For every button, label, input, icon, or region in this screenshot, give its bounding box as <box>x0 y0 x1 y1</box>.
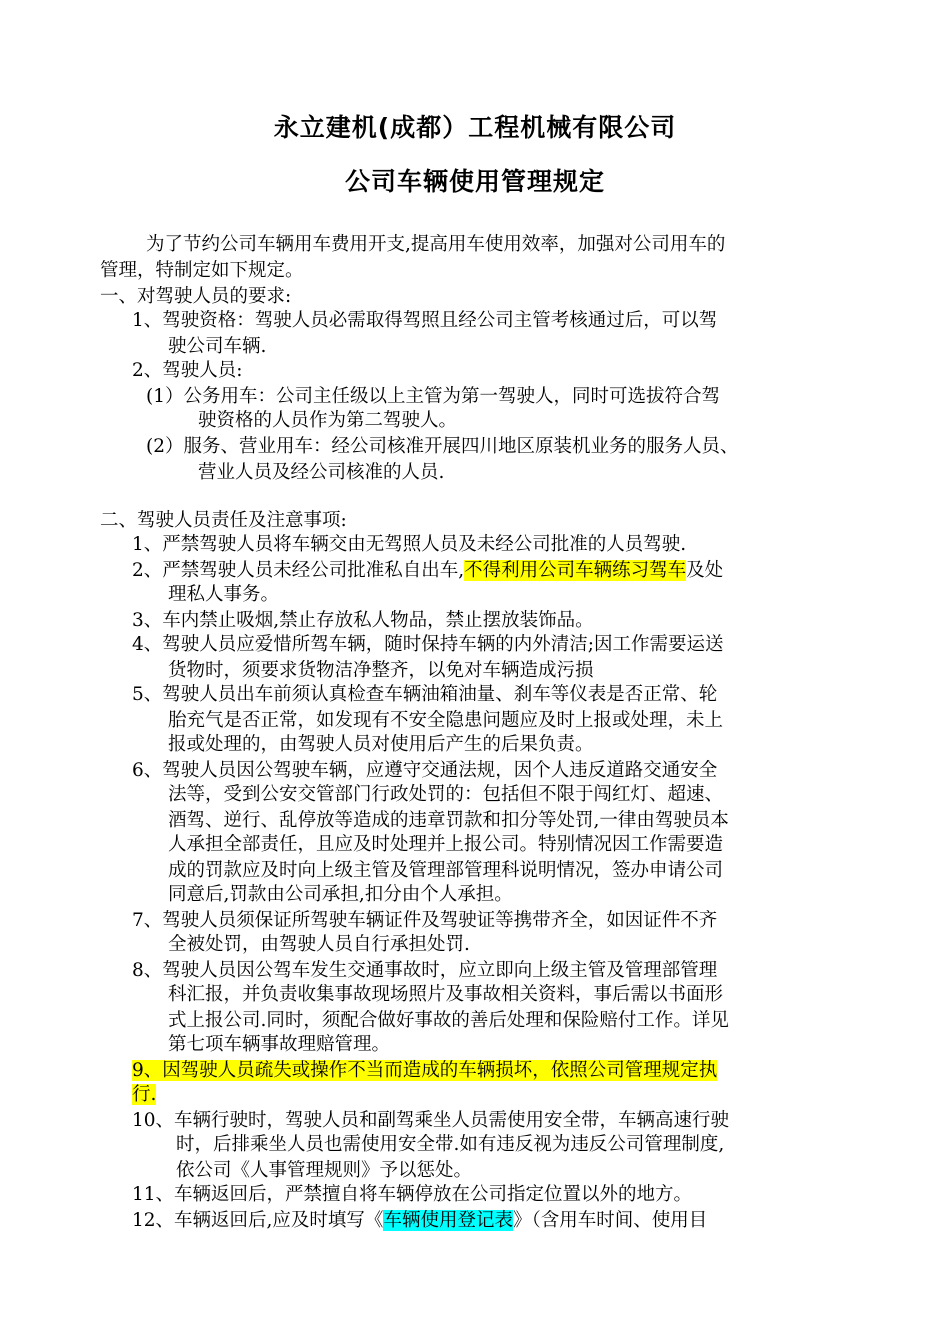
s1-para-1-line-2: 驶资格的人员作为第二驾驶人。 <box>198 410 458 431</box>
intro-line-1: 为了节约公司车辆用车费用开支,提高用车使用效率，加强对公司用车的 <box>146 234 726 255</box>
s2-item-6-line-3: 酒驾、逆行、乱停放等造成的违章罚款和扣分等处罚,一律由驾驶员本 <box>168 810 729 831</box>
intro-line-2: 管理，特制定如下规定。 <box>100 260 304 281</box>
document-title: 公司车辆使用管理规定 <box>344 167 605 196</box>
s2-item-12-line-1 <box>132 1208 707 1234</box>
s2-item-7-line-1: 7、驾驶人员须保证所驾驶车辆证件及驾驶证等携带齐全，如因证件不齐 <box>132 910 718 931</box>
s2-item-8-line-3: 式上报公司.同时，须配合做好事故的善后处理和保险赔付工作。详见 <box>168 1010 729 1031</box>
section-2-heading: 二、驾驶人员责任及注意事项: <box>100 510 347 531</box>
s2-item-12-text-a: 12、车辆返回后,应及时填写《 <box>132 1210 384 1231</box>
s2-item-6-line-6: 同意后,罚款由公司承担,扣分由个人承担。 <box>168 884 513 905</box>
s2-item-4-line-1: 4、驾驶人员应爱惜所驾车辆，随时保持车辆的内外清洁;因工作需要运送 <box>132 634 724 655</box>
s2-item-8-line-2: 科汇报，并负责收集事故现场照片及事故相关资料，事后需以书面形 <box>168 984 724 1005</box>
s2-item-6-line-2: 法等，受到公安交管部门行政处罚的：包括但不限于闯红灯、超速、 <box>168 784 724 805</box>
s2-item-1: 1、严禁驾驶人员将车辆交由无驾照人员及未经公司批准的人员驾驶. <box>132 534 687 555</box>
s2-item-6-line-1: 6、驾驶人员因公驾驶车辆，应遵守交通法规，因个人违反道路交通安全 <box>132 760 718 781</box>
s2-item-12-highlight: 车辆使用登记表 <box>383 1210 513 1231</box>
s1-item-1-line-2: 驶公司车辆. <box>168 336 267 357</box>
s2-item-6-line-5: 成的罚款应及时向上级主管及管理部管理科说明情况，签办申请公司 <box>168 860 724 881</box>
s2-item-2-line-1 <box>132 558 723 584</box>
s1-para-1-line-1: (1）公务用车：公司主任级以上主管为第一驾驶人，同时可选拔符合驾 <box>146 386 720 407</box>
s2-item-2-highlight: 不得利用公司车辆练习驾车 <box>464 560 687 581</box>
s1-para-2-line-1: (2）服务、营业用车：经公司核准开展四川地区原装机业务的服务人员、 <box>146 436 739 457</box>
s1-item-2: 2、驾驶人员: <box>132 360 243 381</box>
s1-para-2-line-2: 营业人员及经公司核准的人员. <box>198 462 445 483</box>
s1-item-1-line-1: 1、驾驶资格：驾驶人员必需取得驾照且经公司主管考核通过后，可以驾 <box>132 310 718 331</box>
s2-item-9-highlight-1: 9、因驾驶人员疏失或操作不当而造成的车辆损坏，依照公司管理规定执 <box>132 1060 718 1081</box>
s2-item-7-line-2: 全被处罚，由驾驶人员自行承担处罚. <box>168 934 470 955</box>
s2-item-5-line-2: 胎充气是否正常，如发现有不安全隐患问题应及时上报或处理，未上 <box>168 710 724 731</box>
s2-item-2-line-2: 理私人事务。 <box>168 584 280 605</box>
s2-item-5-line-1: 5、驾驶人员出车前须认真检查车辆油箱油量、刹车等仪表是否正常、轮 <box>132 684 718 705</box>
s2-item-8-line-4: 第七项车辆事故理赔管理。 <box>168 1034 391 1055</box>
s2-item-10-line-1: 10、车辆行驶时，驾驶人员和副驾乘坐人员需使用安全带，车辆高速行驶 <box>132 1110 730 1131</box>
s2-item-8-line-1: 8、驾驶人员因公驾车发生交通事故时，应立即向上级主管及管理部管理 <box>132 960 718 981</box>
s2-item-11: 11、车辆返回后，严禁擅自将车辆停放在公司指定位置以外的地方。 <box>132 1184 693 1205</box>
s2-item-12-text-b: 》（含用车时间、使用目 <box>512 1210 708 1231</box>
s2-item-9-line-2 <box>132 1082 156 1108</box>
s2-item-2-text-b: 及处 <box>686 560 724 581</box>
s2-item-2-text-a: 2、严禁驾驶人员未经公司批准私自出车, <box>132 560 465 581</box>
s2-item-4-line-2: 货物时，须要求货物洁净整齐，以免对车辆造成污损 <box>168 660 594 681</box>
s2-item-6-line-4: 人承担全部责任，且应及时处理并上报公司。特别情况因工作需要造 <box>168 834 724 855</box>
s2-item-3: 3、车内禁止吸烟,禁止存放私人物品，禁止摆放装饰品。 <box>132 610 594 631</box>
s2-item-5-line-3: 报或处理的，由驾驶人员对使用后产生的后果负责。 <box>168 734 594 755</box>
company-name: 永立建机(成都）工程机械有限公司 <box>273 113 677 142</box>
s2-item-9-line-1 <box>132 1058 717 1084</box>
section-1-heading: 一、对驾驶人员的要求: <box>100 286 292 307</box>
s2-item-10-line-3: 依公司《人事管理规则》予以惩处。 <box>176 1160 473 1181</box>
s2-item-9-highlight-2: 行. <box>132 1084 157 1105</box>
s2-item-10-line-2: 时，后排乘坐人员也需使用安全带.如有违反视为违反公司管理制度, <box>176 1134 725 1155</box>
